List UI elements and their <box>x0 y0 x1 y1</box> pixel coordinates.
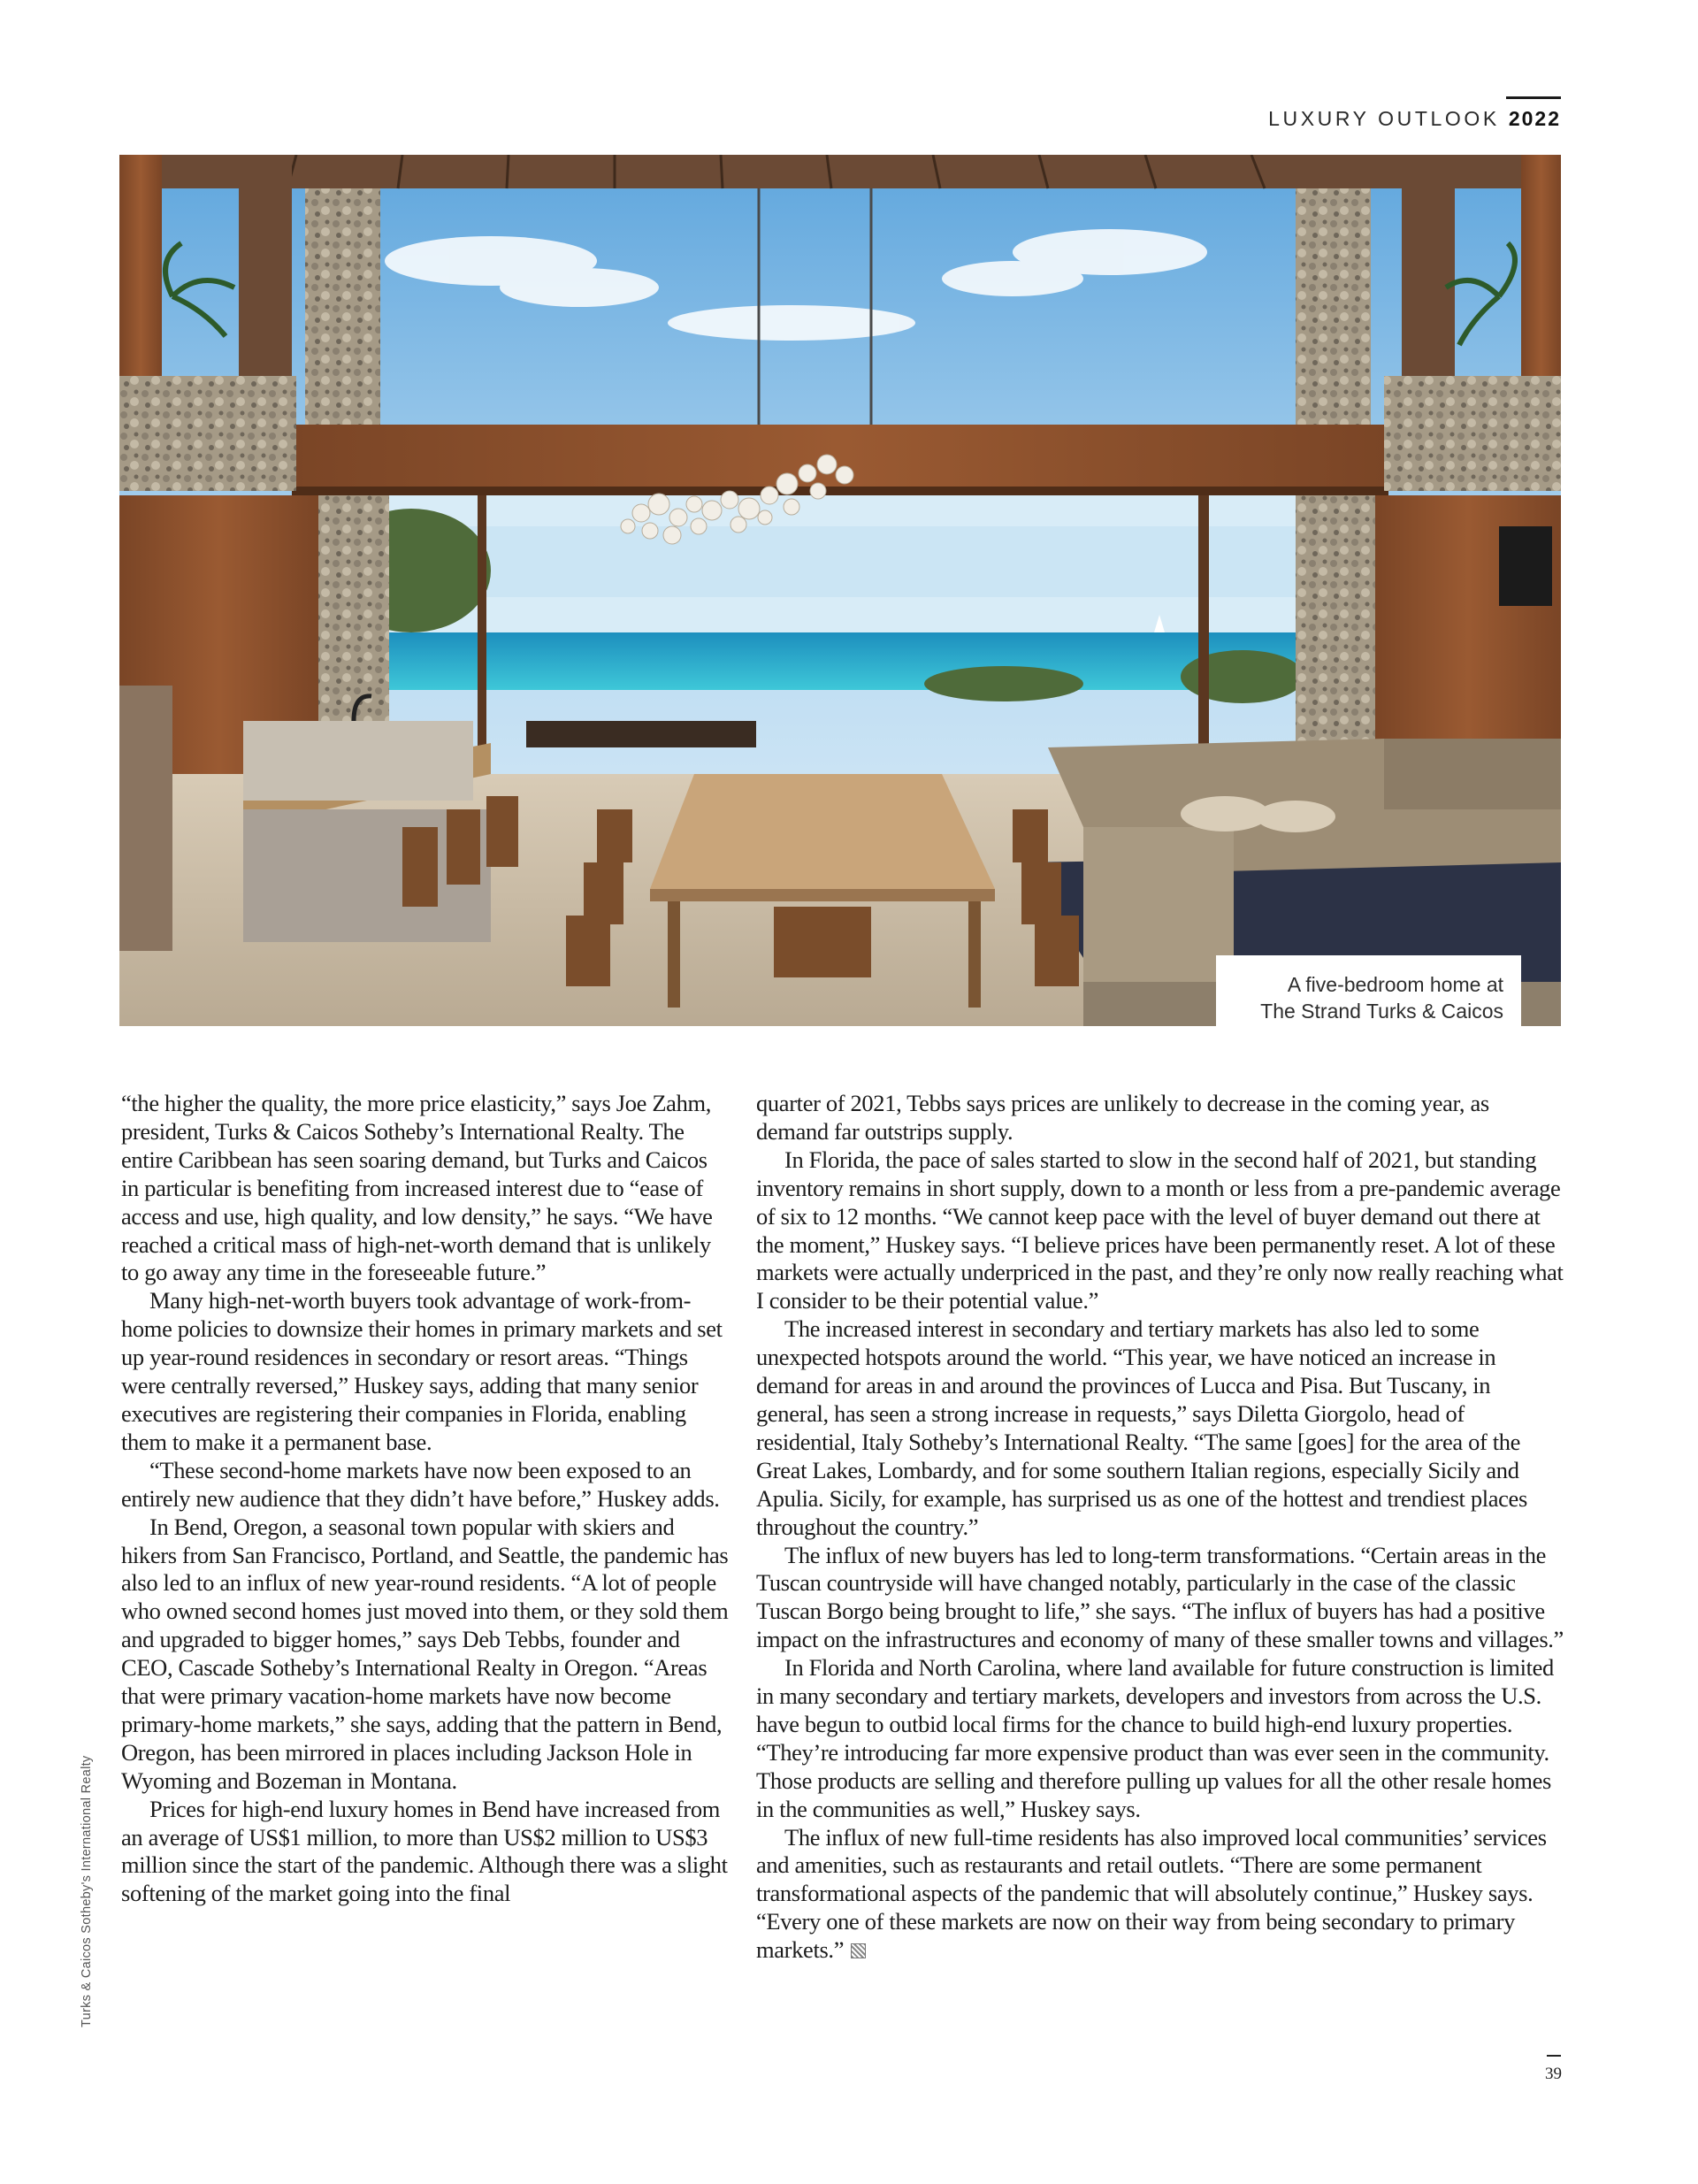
paragraph: In Bend, Oregon, a seasonal town popular with skiers and hikers from San Francisco, Portland, and Seattle, the pandemic has also led to an influx of new year-round residents. “A lot of people who owned second homes just moved into them, or they sold them and upgraded to bigger homes,” says Deb Tebbs, founder and CEO, Cascade Sotheby’s International Realty in Oregon. “Areas that were primary vacation-home markets have now become primary-home markets,” she says, adding that the pattern in Bend, Oregon, has been mirrored in places including Jackson Hole in Wyoming and Bozeman in Montana. <box>121 1513 729 1794</box>
paragraph: In Florida, the pace of sales started to slow in the second half of 2021, but standing inventory remains in short supply, down to a month or less from a pre-pandemic average of six to 12 months. “We cannot keep pace with the level of buyer demand out there at the moment,” Huskey says. “I believe prices have been permanently reset. A lot of these markets were actually underpriced in the past, and they’re only now really reaching what I consider to be their potential value.” <box>756 1146 1564 1314</box>
photo-caption <box>1216 955 1521 1026</box>
paragraph-text: The influx of new full-time residents has also improved local communities’ services and amenities, such as restaurants and retail outlets. “There are some permanent transformational aspects of the pandemic that will absolutely continue,” Huskey says. “Every one of these markets are now on their way from being secondary to primary markets.” <box>756 1823 1547 1964</box>
article-column-left <box>121 1090 730 1908</box>
caption-line-2: The Strand Turks & Caicos <box>1260 1000 1503 1023</box>
paragraph: Many high-net-worth buyers took advantage of work-from-home policies to downsize their homes in primary markets and set up year-round residences in secondary or resort areas. “Things were centrally reversed,” Huskey says, adding that many senior executives are registering their companies in Florida, enabling them to make it a permanent base. <box>121 1287 723 1455</box>
section-title: LUXURY OUTLOOK <box>1268 107 1500 130</box>
caption-line-1: A five-bedroom home at <box>1287 973 1503 996</box>
photo-credit: Turks & Caicos Sotheby's International Realty <box>80 1755 94 2027</box>
end-of-article-icon <box>851 1943 866 1958</box>
running-header <box>1268 107 1561 131</box>
interior-photo <box>119 155 1561 1026</box>
header-year: 2022 <box>1508 107 1561 130</box>
paragraph-final <box>756 1824 1565 1966</box>
page-number: 39 <box>1545 2065 1562 2083</box>
paragraph: The increased interest in secondary and tertiary markets has also led to some unexpected hotspots around the world. “This year, we have noticed an increase in demand for areas in and around the provinces of Lucca and Pisa. But Tuscany, in general, has seen a strong increase in requests,” says Diletta Giorgolo, head of residential, Italy Sotheby’s International Realty. “The same [goes] for the area of the Great Lakes, Lombardy, and for some southern Italian regions, especially Sicily and Apulia. Sicily, for example, has surprised us as one of the hottest and trendiest places throughout the country.” <box>756 1315 1527 1540</box>
paragraph: The influx of new buyers has led to long-term transformations. “Certain areas in the Tuscan countryside will have changed notably, particularly in the case of the classic Tuscan Borgo being brought to life,” she says. “The influx of buyers has had a positive impact on the infrastructures and economy of many of these smaller towns and villages.” <box>756 1541 1564 1653</box>
paragraph: “the higher the quality, the more price elasticity,” says Joe Zahm, president, Turks & Caicos Sotheby’s International Realty. The entire Caribbean has seen soaring demand, but Turks and Caicos in particular is benefiting from increased interest due to “ease of access and use, high quality, and low density,” he says. “We have reached a critical mass of high-net-worth demand that is unlikely to go away any time in the foreseeable future.” <box>121 1090 713 1286</box>
paragraph: Prices for high-end luxury homes in Bend have increased from an average of US$1 million, to more than US$2 million to US$3 million since the start of the pandemic. Although there was a slight softening of the market going into the final <box>121 1795 728 1907</box>
paragraph: In Florida and North Carolina, where land available for future construction is limited in many secondary and tertiary markets, developers and investors from across the U.S. have begun to outbid local firms for the chance to build high-end luxury properties. “They’re introducing far more expensive product than was ever seen in the community. Those products are selling and therefore pulling up values for all the other resale homes in the communities as well,” Huskey says. <box>756 1654 1554 1822</box>
paragraph: “These second-home markets have now been exposed to an entirely new audience that they didn’t have before,” Huskey adds. <box>121 1456 720 1512</box>
article-column-right <box>756 1090 1565 1965</box>
paragraph: quarter of 2021, Tebbs says prices are unlikely to decrease in the coming year, as demand far outstrips supply. <box>756 1090 1489 1145</box>
header-rule <box>1506 96 1561 99</box>
folio-rule <box>1547 2055 1561 2057</box>
